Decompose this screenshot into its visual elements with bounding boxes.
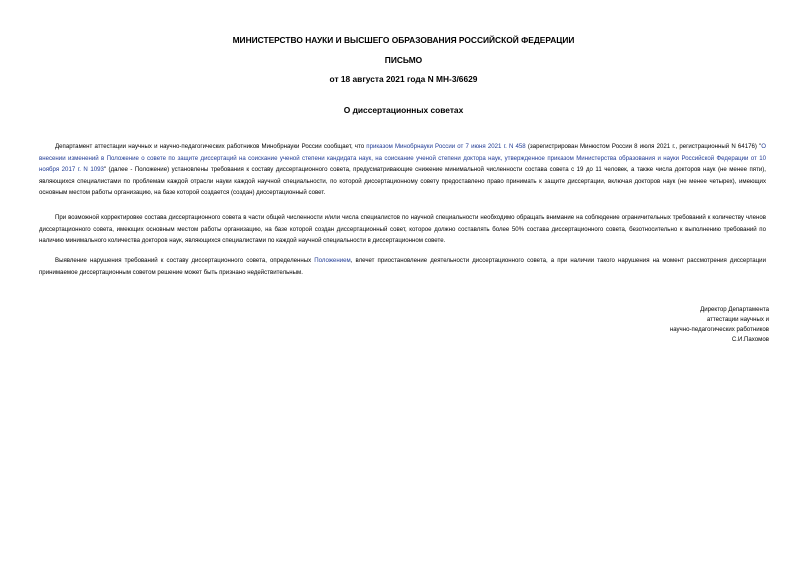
document-subject: О диссертационных советах: [343, 105, 464, 115]
paragraph-1-text-c: " (далее - Положение) установлены требования к составу диссертационного совета, предусматривающие снижение минимальной численности состава совета с 19 до 11 человек, а также числа докторов наук (не менее пяти), являющихся специалистами по проблемам каждой отрасли науки каждой научной специальности, по которой диссертационному совету предоставлено право принимать к защите диссертации, включая докторов наук (не менее четырех), имеющих основным местом работы организацию, на базе которой создается (создан) диссертационный совет.: [39, 166, 766, 196]
paragraph-3-text-b: , влечет приостановление деятельности диссертационного совета, а при наличии такого нарушения на момент рассмотрения диссертации принимаемое диссертационным советом решение может быть признано недействительным.: [39, 257, 766, 276]
paragraph-3-text-a: Выявление нарушения требований к составу диссертационного совета, определенных: [55, 257, 315, 264]
paragraph-1-text-a: Департамент аттестации научных и научно-педагогических работников Минобрнауки России сообщает, что: [55, 143, 367, 150]
order-458-link[interactable]: приказом Минобрнауки России от 7 июня 2021 г. N 458: [366, 143, 526, 150]
document-type: ПИСЬМО: [384, 55, 423, 65]
regulation-link[interactable]: Положением: [314, 257, 351, 264]
paragraph-3: [39, 255, 766, 278]
signature-position-line-3: научно-педагогических работников: [669, 326, 769, 333]
paragraph-1: [39, 141, 766, 199]
signature-name: С.И.Пахомов: [731, 336, 769, 343]
paragraph-2: [39, 212, 766, 247]
amendments-title-link[interactable]: О внесении изменений в Положение о совете по защите диссертаций на соискание ученой степени кандидата наук, на соискание ученой степени доктора наук, утвержденное приказом Министерства образования и науки Российской Федерации от 10 ноября 2017 г. N 1093: [39, 143, 766, 173]
signature-position-line-1: Директор Департамента: [700, 306, 769, 313]
document-number-date: от 18 августа 2021 года N МН-3/6629: [329, 74, 478, 84]
signature-position-line-2: аттестации научных и: [706, 316, 769, 323]
ministry-title: МИНИСТЕРСТВО НАУКИ И ВЫСШЕГО ОБРАЗОВАНИЯ РОССИЙСКОЙ ФЕДЕРАЦИИ: [232, 35, 575, 45]
paragraph-2-text: При возможной корректировке состава диссертационного совета в части общей численности и/или числа специалистов по научной специальности необходимо обращать внимание на соблюдение ограничительных требований к количеству членов диссертационного совета, имеющих основным местом работы организацию, на базе которой создан диссертационный совет, которое должно составлять более 50% состава диссертационного совета, безотносительно к выполнению требований по наличию минимального количества докторов наук, являющихся специалистами по каждой научной специальности в диссертационном совете.: [39, 214, 766, 244]
paragraph-1-text-b: (зарегистрирован Минюстом России 8 июля 2021 г., регистрационный N 64176) ": [525, 143, 762, 150]
signature-block: [529, 305, 769, 345]
